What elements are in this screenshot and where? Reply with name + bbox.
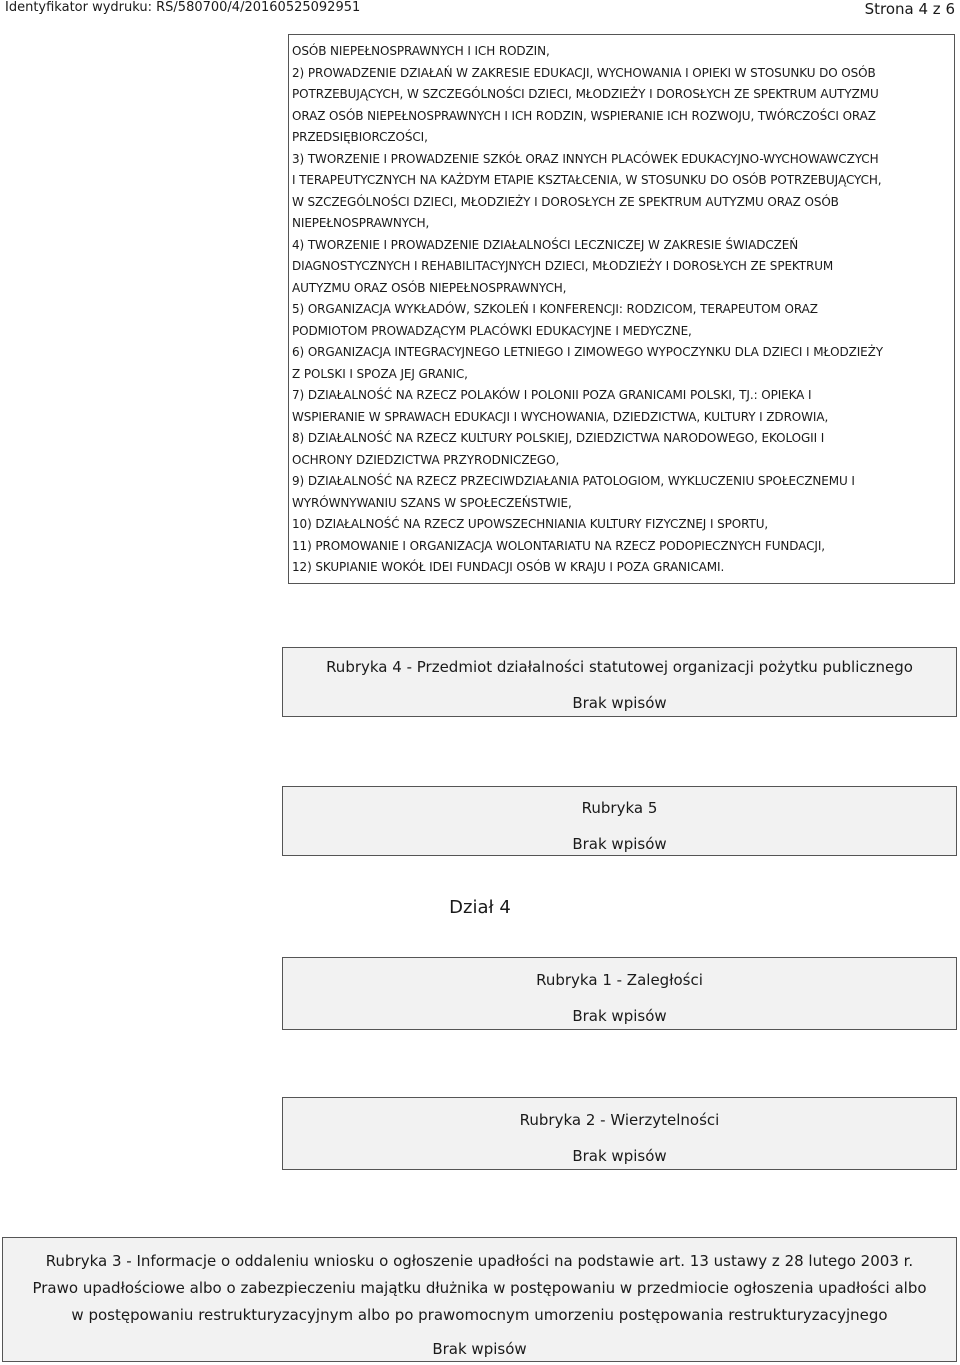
activity-line: 9) DZIAŁALNOŚĆ NA RZECZ PRZECIWDZIAŁANIA PATOLOGIOM, WYKLUCZENIU SPOŁECZNEMU I xyxy=(292,474,855,488)
activity-line: 4) TWORZENIE I PROWADZENIE DZIAŁALNOŚCI LECZNICZEJ W ZAKRESIE ŚWIADCZEŃ xyxy=(292,237,799,252)
d4-rubryka1-empty: Brak wpisów xyxy=(572,1007,667,1025)
activity-line: PRZEDSIĘBIORCZOŚCI, xyxy=(292,130,428,144)
d4-rubryka2-title: Rubryka 2 - Wierzytelności xyxy=(519,1111,720,1129)
d4-rubryka3-title-line3: w postępowaniu restrukturyzacyjnym albo po prawomocnym umorzeniu postępowania restrukturyzacyjnego xyxy=(71,1306,888,1324)
activity-line: 7) DZIAŁALNOŚĆ NA RZECZ POLAKÓW I POLONII POZA GRANICAMI POLSKI, TJ.: OPIEKA I xyxy=(292,388,812,402)
rubryka4-empty: Brak wpisów xyxy=(572,694,667,712)
activity-line: 2) PROWADZENIE DZIAŁAŃ W ZAKRESIE EDUKACJI, WYCHOWANIA I OPIEKI W STOSUNKU DO OSÓB xyxy=(292,65,876,80)
d4-rubryka3-title-line1: Rubryka 3 - Informacje o oddaleniu wniosku o ogłoszenie upadłości na podstawie art. 13 ustawy z 28 lutego 2003 r. xyxy=(45,1252,914,1270)
activity-line: W SZCZEGÓLNOŚCI DZIECI, MŁODZIEŻY I DOROSŁYCH ZE SPEKTRUM AUTYZMU ORAZ OSÓB xyxy=(292,194,839,209)
d4-rubryka1-title: Rubryka 1 - Zaległości xyxy=(536,971,703,989)
print-header xyxy=(5,0,955,16)
activity-line: DIAGNOSTYCZNYCH I REHABILITACYJNYCH DZIECI, MŁODZIEŻY I DOROSŁYCH ZE SPEKTRUM xyxy=(292,259,834,273)
activity-line: 10) DZIAŁALNOŚĆ NA RZECZ UPOWSZECHNIANIA KULTURY FIZYCZNEJ I SPORTU, xyxy=(292,517,769,531)
activity-line: OSÓB NIEPEŁNOSPRAWNYCH I ICH RODZIN, xyxy=(292,44,550,58)
activity-line: 6) ORGANIZACJA INTEGRACYJNEGO LETNIEGO I ZIMOWEGO WYPOCZYNKU DLA DZIECI I MŁODZIEŻY xyxy=(292,345,883,359)
activity-line: 5) ORGANIZACJA WYKŁADÓW, SZKOLEŃ I KONFERENCJI: RODZICOM, TERAPEUTOM ORAZ xyxy=(292,302,818,316)
activity-list-box xyxy=(288,34,955,584)
rubryka5-title: Rubryka 5 xyxy=(581,799,658,817)
dzial4-title: Dział 4 xyxy=(449,897,511,918)
d4-rubryka2-empty: Brak wpisów xyxy=(572,1147,667,1165)
d4-rubryka3-empty: Brak wpisów xyxy=(432,1340,527,1358)
activity-line: 12) SKUPIANIE WOKÓŁ IDEI FUNDACJI OSÓB W KRAJU I POZA GRANICAMI. xyxy=(292,560,725,574)
activity-line: 3) TWORZENIE I PROWADZENIE SZKÓŁ ORAZ INNYCH PLACÓWEK EDUKACYJNO-WYCHOWAWCZYCH xyxy=(292,151,879,166)
activity-line: WYRÓWNYWANIU SZANS W SPOŁECZEŃSTWIE, xyxy=(292,495,572,510)
activity-line: 8) DZIAŁALNOŚĆ NA RZECZ KULTURY POLSKIEJ, DZIEDZICTWA NARODOWEGO, EKOLOGII I xyxy=(292,431,825,445)
activity-line: NIEPEŁNOSPRAWNYCH, xyxy=(292,216,430,230)
rubryka4-box xyxy=(282,647,957,717)
print-identifier: Identyfikator wydruku: RS/580700/4/20160525092951 xyxy=(5,0,361,15)
d4-rubryka3-title-line2: Prawo upadłościowe albo o zabezpieczeniu majątku dłużnika w postępowaniu w przedmiocie ogłoszenia upadłości albo xyxy=(32,1279,927,1297)
activity-line: POTRZEBUJĄCYCH, W SZCZEGÓLNOŚCI DZIECI, MŁODZIEŻY I DOROSŁYCH ZE SPEKTRUM AUTYZMU xyxy=(292,87,879,101)
activity-line: 11) PROMOWANIE I ORGANIZACJA WOLONTARIATU NA RZECZ PODOPIECZNYCH FUNDACJI, xyxy=(292,538,826,553)
activity-line: ORAZ OSÓB NIEPEŁNOSPRAWNYCH I ICH RODZIN, WSPIERANIE ICH ROZWOJU, TWÓRCZOŚCI ORAZ xyxy=(292,108,876,123)
activity-line: Z POLSKI I SPOZA JEJ GRANIC, xyxy=(292,366,468,381)
d4-rubryka1-box xyxy=(282,957,957,1030)
activity-line: I TERAPEUTYCZNYCH NA KAŻDYM ETAPIE KSZTAŁCENIA, W STOSUNKU DO OSÓB POTRZEBUJĄCYCH, xyxy=(292,173,882,187)
rubryka5-empty: Brak wpisów xyxy=(572,835,667,853)
rubryka5-box xyxy=(282,786,957,856)
activity-line: WSPIERANIE W SPRAWACH EDUKACJI I WYCHOWANIA, DZIEDZICTWA, KULTURY I ZDROWIA, xyxy=(292,409,829,424)
activity-line: AUTYZMU ORAZ OSÓB NIEPEŁNOSPRAWNYCH, xyxy=(292,280,567,295)
activity-line: OCHRONY DZIEDZICTWA PRZYRODNICZEGO, xyxy=(292,452,560,467)
page-number: Strona 4 z 6 xyxy=(864,0,955,18)
d4-rubryka2-box xyxy=(282,1097,957,1170)
activity-line: PODMIOTOM PROWADZĄCYM PLACÓWKI EDUKACYJNE I MEDYCZNE, xyxy=(292,323,692,338)
rubryka4-title: Rubryka 4 - Przedmiot działalności statutowej organizacji pożytku publicznego xyxy=(326,658,913,676)
d4-rubryka3-box xyxy=(2,1237,957,1362)
